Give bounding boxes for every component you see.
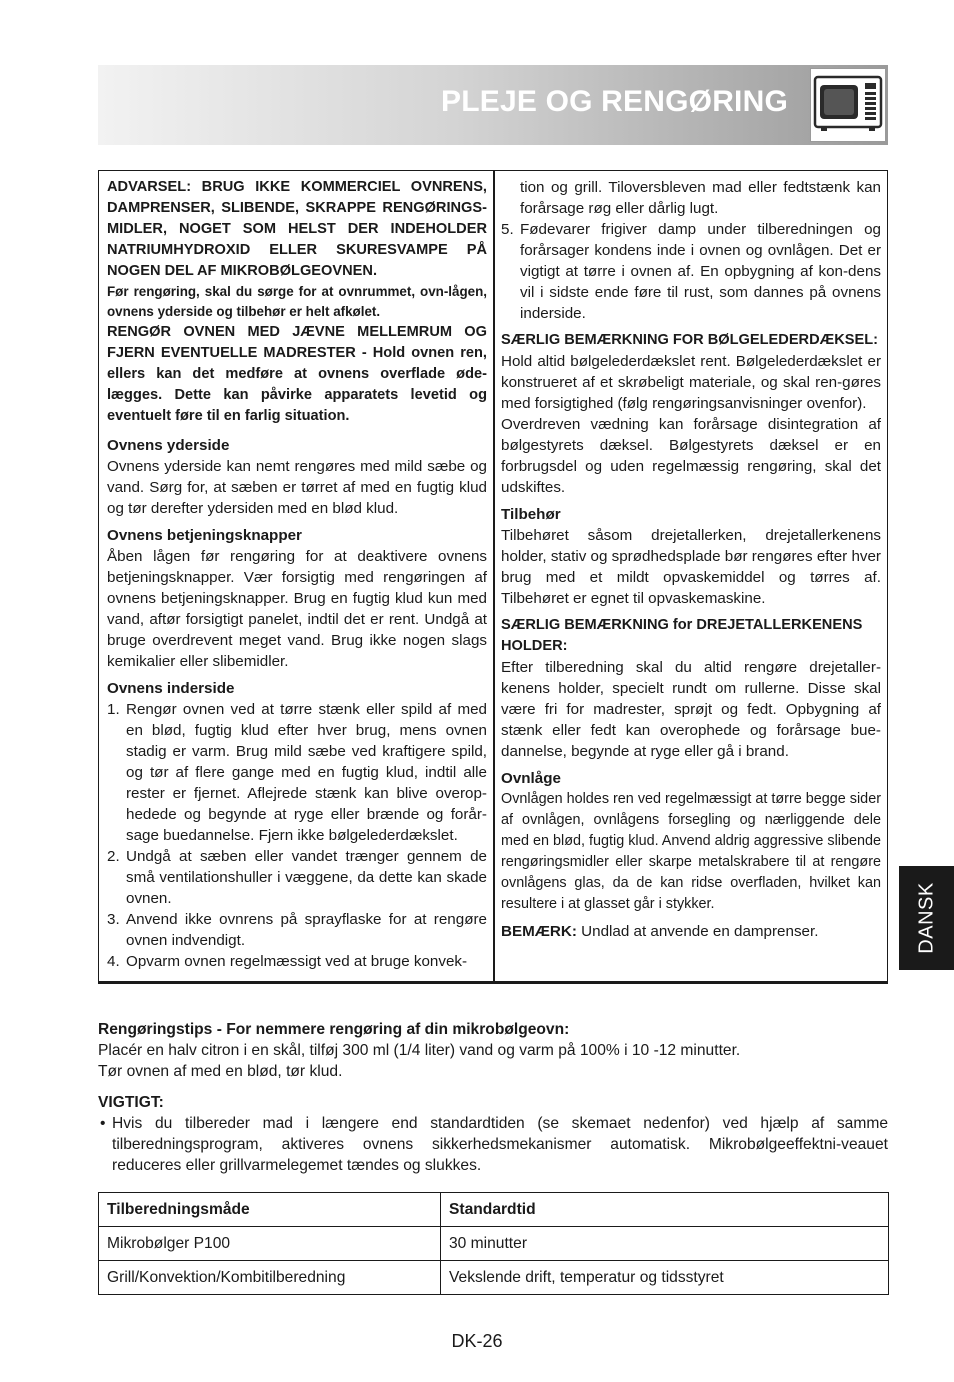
- left-column: [107, 177, 487, 972]
- waveguide-heading: SÆRLIG BEMÆRKNING FOR BØLGELEDERDÆKSEL:: [501, 332, 879, 348]
- table-cell: Mikrobølger P100: [99, 1227, 441, 1261]
- header-bar: [98, 65, 888, 145]
- important-text: Hvis du tilbereder mad i længere end standardtiden (se skemaet nedenfor) ved hjælp af samme tilberedningsprogram, aktiveres ovnens sikkerhedsmekanismer automatisk. Mikrobølgeeffektni-veauet reduceres eller grillvarmelegemet tændes og slukkes.: [112, 1115, 888, 1174]
- tips-line-1: Placér en halv citron i en skål, tilføj 300 ml (1/4 liter) vand og varm på 100% i 10 -12 minutter.: [98, 1042, 741, 1059]
- table-cell: Vekslende drift, temperatur og tidsstyret: [441, 1261, 889, 1295]
- note-text: Undlad at anvende en damprenser.: [576, 923, 819, 940]
- note-paragraph: [501, 921, 881, 942]
- warning-text: ADVARSEL: BRUG IKKE KOMMERCIEL OVNRENS, DAMPRENSER, SLIBENDE, SKRAPPE RENGØRINGS-MIDLER, NOGET SOM HELST DER INDEHOLDER NATRIUMHYDROXID ELLER SKURESVAMPE PÅ NOGEN DEL AF MIKROBØLGEOVNEN.: [107, 179, 487, 279]
- right-column: [501, 177, 881, 942]
- note-label: BEMÆRK:: [501, 923, 577, 940]
- waveguide-text-2: Overdreven vædning kan forårsage disintegration af bølgestyrets dæksel. Bølgestyrets dæksel er en forbrugsdel og uden regelmæssig rengøring, skal det udskiftes.: [501, 416, 881, 496]
- waveguide-text: Hold altid bølgelederdækslet rent. Bølgelederdækslet er konstrueret af et skrøbeligt materiale, og skal ren-gøres med forsigtighed (følg rengøringsanvisninger ovenfor).: [501, 353, 881, 412]
- table-row: [99, 1261, 889, 1295]
- table-header: Standardtid: [441, 1193, 889, 1227]
- table-header: Tilberedningsmåde: [99, 1193, 441, 1227]
- column-divider: [493, 171, 495, 983]
- list-item: 4. Opvarm ovnen regelmæssigt ved at bruge konvek-: [107, 953, 468, 970]
- interior-heading: Ovnens inderside: [107, 680, 235, 697]
- table-cell: 30 minutter: [441, 1227, 889, 1261]
- table-header-row: [99, 1193, 889, 1227]
- holder-text: Efter tilberedning skal du altid rengøre drejetaller-kenens holder, specielt rundt om rullerne. Disse skal være fri for madrester, sprøjt og fedt. Opbygning af stænk eller fedt kan overophede og forårsage bue-dannelse, begynde at ryge eller gå i brand.: [501, 659, 881, 760]
- tips-line-2: Tør ovnen af med en blød, tør klud.: [98, 1063, 343, 1080]
- door-text: Ovnlågen holdes ren ved regelmæssigt at tørre begge sider af ovnlågen, ovnlågens forsegling og nærliggende dele med en blød, fugtig klud. Anvend aldrig aggressive slibende rengøringsmidler eller skarpe metalskrabere til at rengøre ovnlågens glas, da de kan ridse overfladen, hvilket kan resultere i at glasset går i stykker.: [501, 791, 881, 912]
- accessories-heading: Tilbehør: [501, 506, 561, 523]
- list-item-continued: tion og grill. Tiloversbleven mad eller fedtstænk kan forårsage røg eller dårlig lugt.: [520, 179, 881, 217]
- standard-time-table: [98, 1192, 889, 1295]
- exterior-heading: Ovnens yderside: [107, 437, 230, 454]
- list-item: 3. Anvend ikke ovnrens på sprayflaske for at rengøre ovnen indvendigt.: [107, 911, 487, 949]
- warning-clean-regularly-text: RENGØR OVNEN MED JÆVNE MELLEMRUM OG FJERN EVENTUELLE MADRESTER - Hold ovnen ren, ellers kan det medføre at ovnens overflade øde-lægges. Dette kan påvirke apparatets levetid og eventuelt føre til en farlig situation.: [107, 324, 487, 424]
- controls-text: Åben lågen før rengøring for at deaktivere ovnens betjeningsknapper. Vær forsigtig med rengøringen af ovnens betjeningsknapper. Brug en fugtig klud kun med vand, aftør forsigtigt panelet, indtil det er rent. Undgå at bruge overdrevent meget vand. Brug ikke nogen slags kemikalier eller slibemidler.: [107, 548, 487, 670]
- cleaning-tips: [98, 1019, 888, 1176]
- door-heading: Ovnlåge: [501, 770, 561, 787]
- accessories-text: Tilbehøret såsom drejetallerken, drejetallerkenens holder, stativ og sprødhedsplade bør rengøres efter hver brug med et mildt opvaskemiddel og tørres af. Tilbehøret er egnet til opvaskemaskine.: [501, 527, 881, 607]
- language-tab-label: DANSK: [915, 882, 937, 954]
- list-item: 2. Undgå at sæben eller vandet trænger gennem de små ventilationshuller i væggene, da dette kan skade ovnen.: [107, 848, 487, 907]
- page-title: PLEJE OG RENGØRING: [441, 85, 788, 118]
- bullet-icon: •: [100, 1115, 106, 1132]
- page-number: DK-26: [451, 1331, 503, 1351]
- important-bullet: [98, 1113, 888, 1176]
- tips-heading: Rengøringstips - For nemmere rengøring af din mikrobølgeovn:: [98, 1021, 570, 1038]
- exterior-text: Ovnens yderside kan nemt rengøres med mild sæbe og vand. Sørg for, at sæben er tørret af med en fugtig klud og tør derefter ydersiden med en blød klud.: [107, 458, 487, 517]
- table-row: [99, 1227, 889, 1261]
- main-content-box: [98, 170, 888, 984]
- holder-heading: SÆRLIG BEMÆRKNING for DREJETALLERKENENS HOLDER:: [501, 617, 863, 654]
- important-heading: VIGTIGT:: [98, 1094, 164, 1111]
- warning-cooldown-text: Før rengøring, skal du sørge for at ovnrummet, ovn-lågen, ovnens yderside og tilbehør er helt afkølet.: [107, 284, 487, 319]
- microwave-oven-icon: [810, 68, 886, 142]
- box-bottom-rule: [99, 981, 887, 983]
- list-item: 1. Rengør ovnen ved at tørre stænk eller spild af med en blød, fugtig klud efter hver brug, mens ovnen stadig er varm. Brug mild sæbe ved kraftigere spild, og tør af flere gange med en fugtig klud, indtil alle rester er fjernet. Aflejrede stænk kan blive overop-hedede og begynde at ryge eller brænde og forår-sage buedannelse. Fjern ikke bølgelederdækslet.: [107, 701, 487, 844]
- list-item: 5. Fødevarer frigiver damp under tilberedningen og forårsager kondens inde i ovnen og ovnlågen. Det er vigtigt at tørre i ovnen af. En opbygning af kon-dens vil i sidste ende føre til rust, som dannes på ovnens inderside.: [501, 221, 881, 322]
- language-tab: [899, 866, 954, 970]
- table-cell: Grill/Konvektion/Kombitilberedning: [99, 1261, 441, 1295]
- controls-heading: Ovnens betjeningsknapper: [107, 527, 302, 544]
